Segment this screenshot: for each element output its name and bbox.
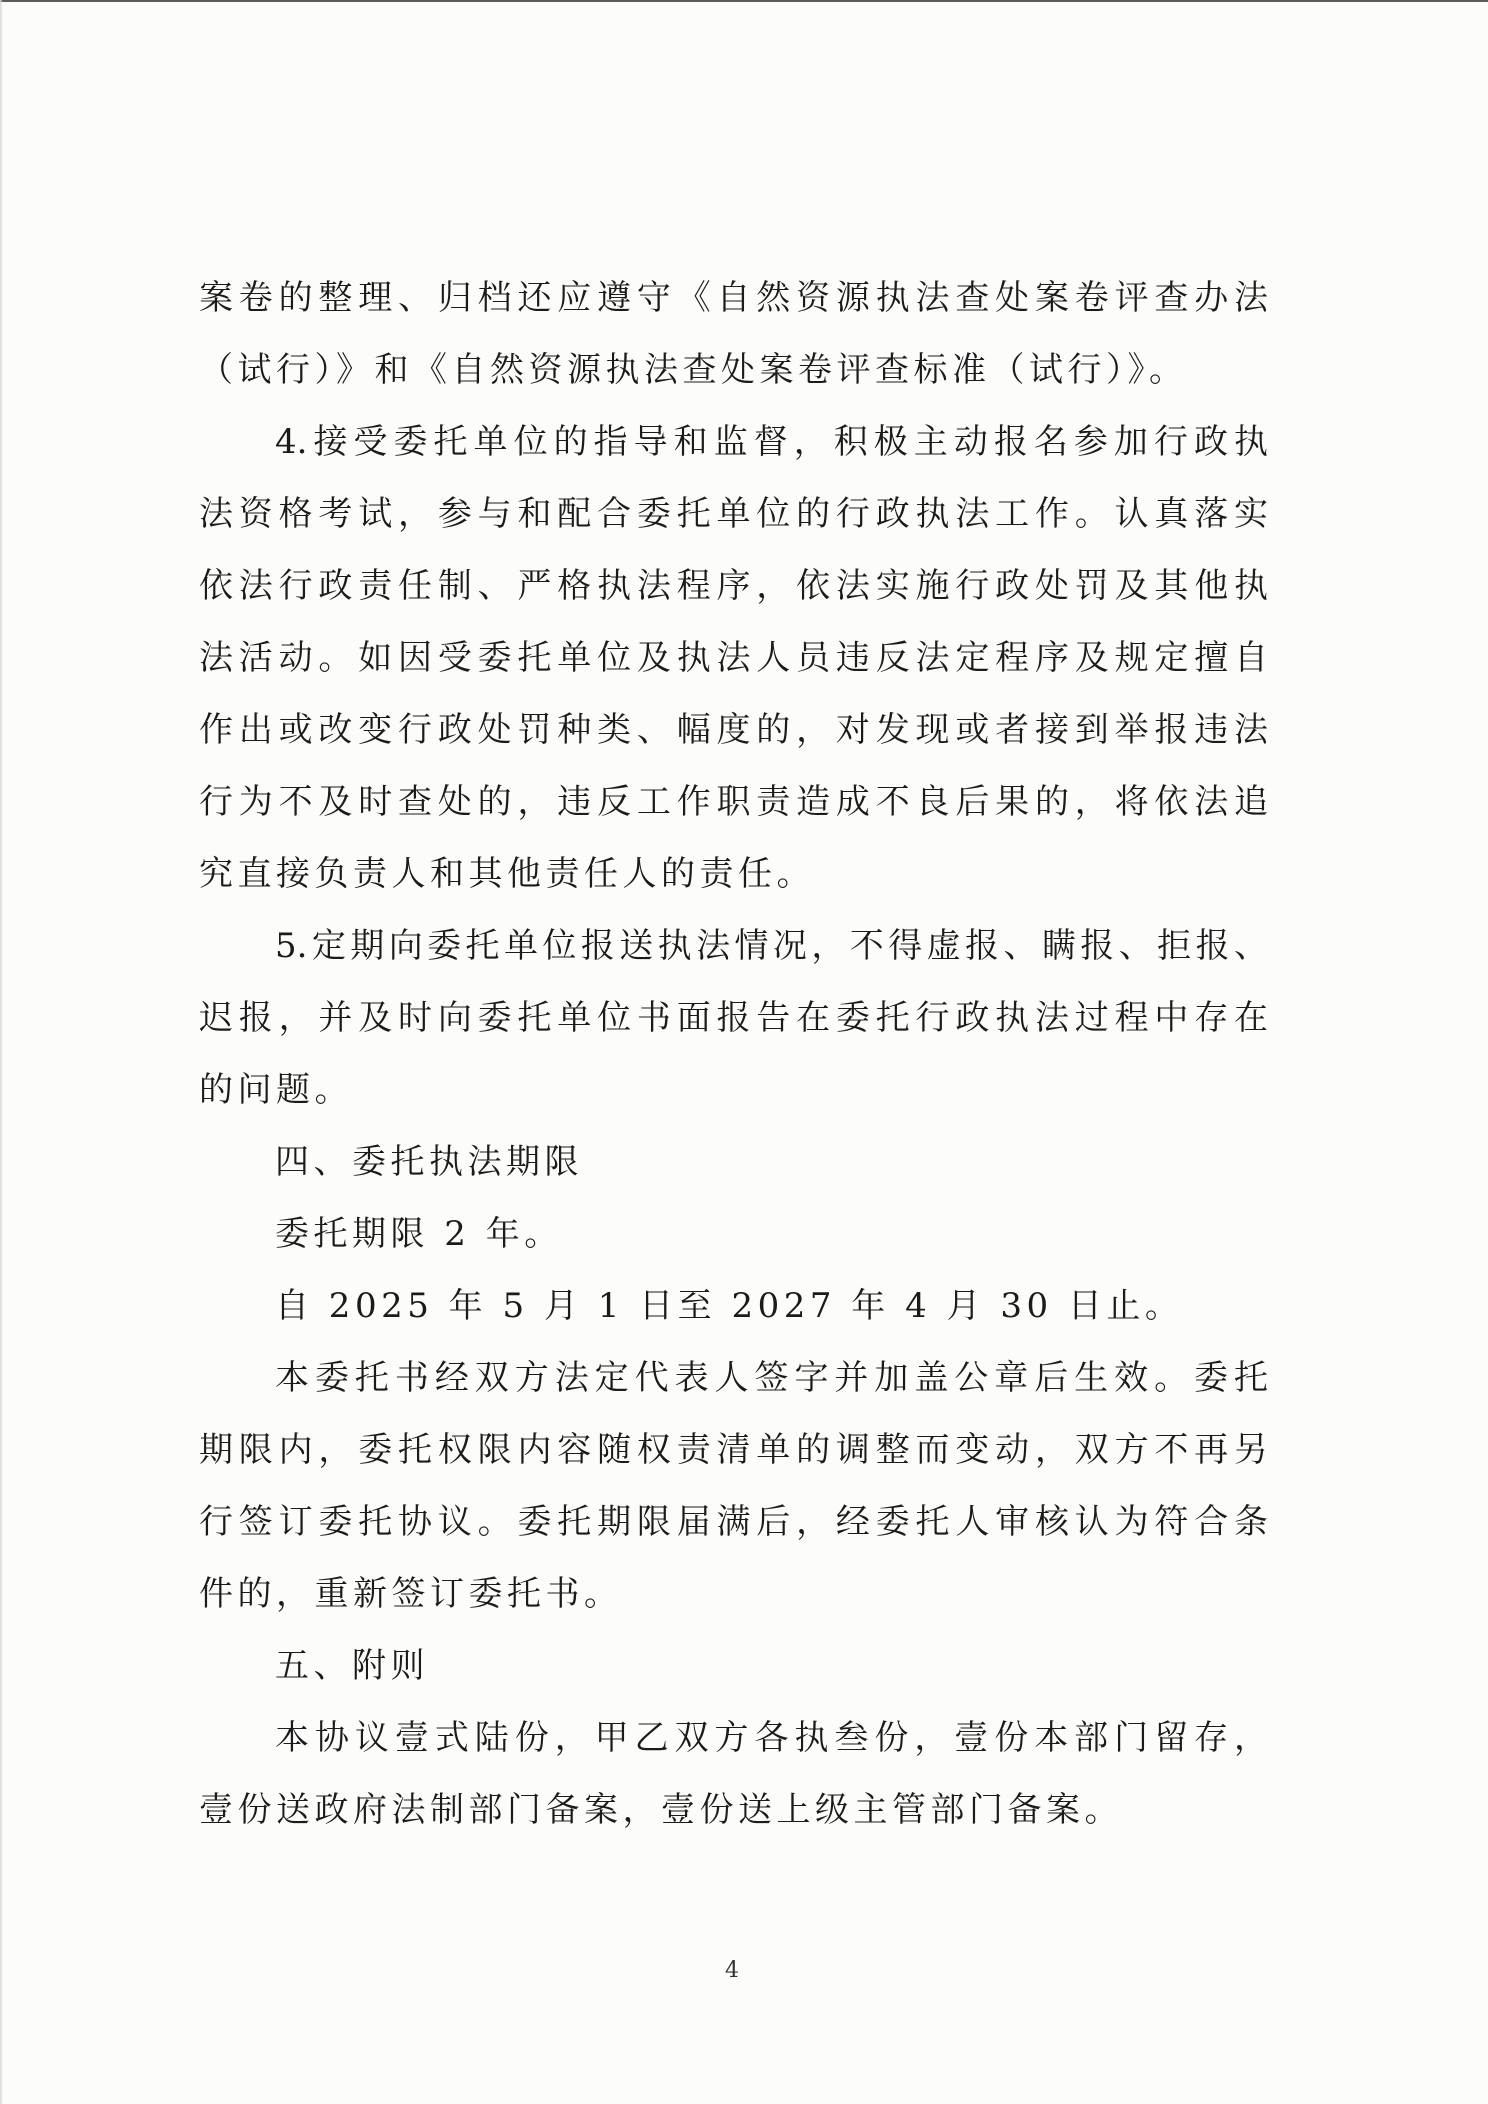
text-line: 本委托书经双方法定代表人签字并加盖公章后生效。委托 <box>275 1358 1268 1398</box>
paragraph <box>199 1270 1268 1342</box>
section-heading-text: 四、委托执法期限 <box>275 1142 583 1182</box>
section-heading <box>199 1630 1268 1702</box>
paragraph <box>199 910 1268 1126</box>
text-line: 期限内，委托权限内容随权责清单的调整而变动，双方不再另 <box>199 1430 1268 1470</box>
text-line: 委托期限 2 年。 <box>275 1214 563 1254</box>
text-line: 案卷的整理、归档还应遵守《自然资源执法查处案卷评查办法 <box>199 278 1268 318</box>
text-line: 本协议壹式陆份，甲乙双方各执叁份，壹份本部门留存， <box>275 1718 1268 1758</box>
text-line: 行为不及时查处的，违反工作职责造成不良后果的，将依法追 <box>199 782 1268 822</box>
paragraph <box>199 1198 1268 1270</box>
scan-edge-top <box>0 0 1488 2</box>
text-line: 究直接负责人和其他责任人的责任。 <box>199 854 815 894</box>
paragraph <box>199 1342 1268 1630</box>
text-line: 自 2025 年 5 月 1 日至 2027 年 4 月 30 日止。 <box>275 1286 1184 1326</box>
text-line: 法资格考试，参与和配合委托单位的行政执法工作。认真落实 <box>199 494 1268 534</box>
paragraph <box>199 262 1268 406</box>
text-line: （试行）》和《自然资源执法查处案卷评查标准（试行）》。 <box>199 350 1188 390</box>
paragraph <box>199 1702 1268 1846</box>
text-line: 迟报，并及时向委托单位书面报告在委托行政执法过程中存在 <box>199 998 1268 1038</box>
paragraph <box>199 406 1268 910</box>
document-body <box>199 262 1268 1846</box>
text-line: 壹份送政府法制部门备案，壹份送上级主管部门备案。 <box>199 1790 1123 1830</box>
text-line: 作出或改变行政处罚种类、幅度的，对发现或者接到举报违法 <box>199 710 1268 750</box>
page-number: 4 <box>725 1958 739 1983</box>
text-line: 5.定期向委托单位报送执法情况，不得虚报、瞒报、拒报、 <box>275 926 1268 966</box>
text-line: 法活动。如因受委托单位及执法人员违反法定程序及规定擅自 <box>199 638 1268 678</box>
section-heading-text: 五、附则 <box>275 1646 429 1686</box>
text-line: 行签订委托协议。委托期限届满后，经委托人审核认为符合条 <box>199 1502 1268 1542</box>
scan-edge-left <box>0 0 3 2104</box>
section-heading <box>199 1126 1268 1198</box>
text-line: 4.接受委托单位的指导和监督，积极主动报名参加行政执 <box>275 422 1268 462</box>
text-line: 的问题。 <box>199 1070 353 1110</box>
text-line: 依法行政责任制、严格执法程序，依法实施行政处罚及其他执 <box>199 566 1268 606</box>
text-line: 件的，重新签订委托书。 <box>199 1574 623 1614</box>
